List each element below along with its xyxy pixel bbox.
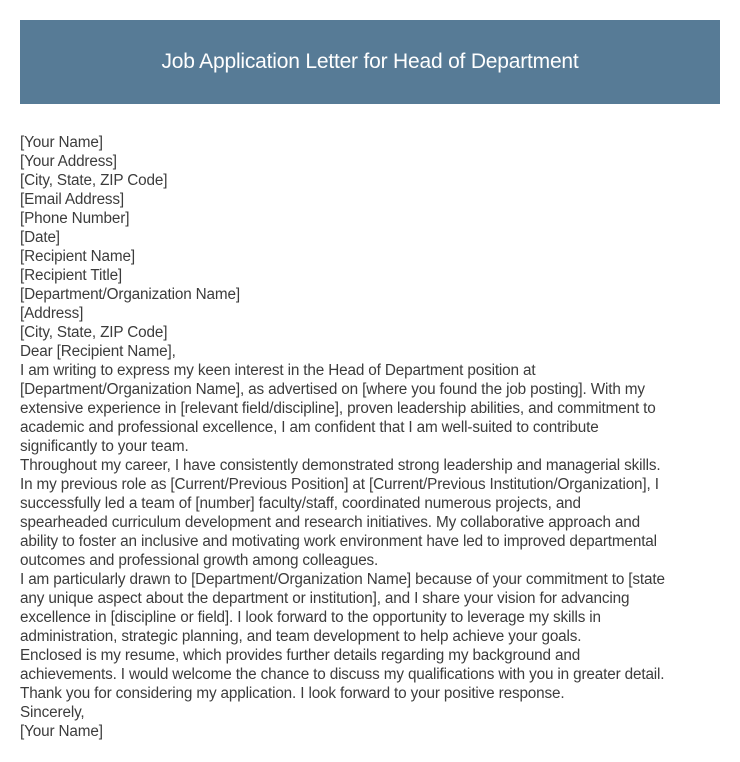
letter-body bbox=[20, 133, 725, 741]
paragraph-1-line: I am writing to express my keen interest in the Head of Department position at bbox=[20, 362, 536, 379]
paragraph-4-line: achievements. I would welcome the chance to discuss my qualifications with you in greater detail. bbox=[20, 666, 665, 683]
recipient-address: [Address] bbox=[20, 305, 84, 322]
signature-name: [Your Name] bbox=[20, 723, 103, 740]
recipient-title: [Recipient Title] bbox=[20, 267, 123, 284]
paragraph-3-line: administration, strategic planning, and team development to help achieve your goals. bbox=[20, 628, 582, 645]
paragraph-4-line: Enclosed is my resume, which provides further details regarding my background and bbox=[20, 647, 581, 664]
paragraph-3-line: any unique aspect about the department or institution], and I share your vision for advancing bbox=[20, 590, 630, 607]
sender-address: [Your Address] bbox=[20, 153, 117, 170]
paragraph-3-line: I am particularly drawn to [Department/Organization Name] because of your commitment to [state bbox=[20, 571, 665, 588]
sender-email: [Email Address] bbox=[20, 191, 125, 208]
paragraph-1-line: academic and professional excellence, I am confident that I am well-suited to contribute bbox=[20, 419, 599, 436]
recipient-organization: [Department/Organization Name] bbox=[20, 286, 240, 303]
page-title: Job Application Letter for Head of Department bbox=[161, 50, 579, 73]
closing: Sincerely, bbox=[20, 704, 85, 721]
sender-city-state-zip: [City, State, ZIP Code] bbox=[20, 172, 168, 189]
paragraph-3-line: excellence in [discipline or field]. I look forward to the opportunity to leverage my skills in bbox=[20, 609, 601, 626]
salutation: Dear [Recipient Name], bbox=[20, 343, 176, 360]
paragraph-2-line: successfully led a team of [number] faculty/staff, coordinated numerous projects, and bbox=[20, 495, 581, 512]
recipient-city-state-zip: [City, State, ZIP Code] bbox=[20, 324, 168, 341]
paragraph-2-line: ability to foster an inclusive and motivating work environment have led to improved departmental bbox=[20, 533, 657, 550]
paragraph-2-line: spearheaded curriculum development and research initiatives. My collaborative approach and bbox=[20, 514, 640, 531]
sender-phone: [Phone Number] bbox=[20, 210, 130, 227]
paragraph-1-line: extensive experience in [relevant field/discipline], proven leadership abilities, and commitment to bbox=[20, 400, 656, 417]
paragraph-1-line: significantly to your team. bbox=[20, 438, 189, 455]
sender-name: [Your Name] bbox=[20, 134, 103, 151]
paragraph-5-line: Thank you for considering my application. I look forward to your positive response. bbox=[20, 685, 565, 702]
title-banner bbox=[20, 20, 720, 104]
paragraph-2-line: Throughout my career, I have consistently demonstrated strong leadership and managerial skills. bbox=[20, 457, 661, 474]
paragraph-2-line: outcomes and professional growth among colleagues. bbox=[20, 552, 379, 569]
paragraph-1-line: [Department/Organization Name], as advertised on [where you found the job posting]. With my bbox=[20, 381, 645, 398]
letter-date: [Date] bbox=[20, 229, 60, 246]
recipient-name: [Recipient Name] bbox=[20, 248, 135, 265]
paragraph-2-line: In my previous role as [Current/Previous Position] at [Current/Previous Institution/Organization], I bbox=[20, 476, 659, 493]
